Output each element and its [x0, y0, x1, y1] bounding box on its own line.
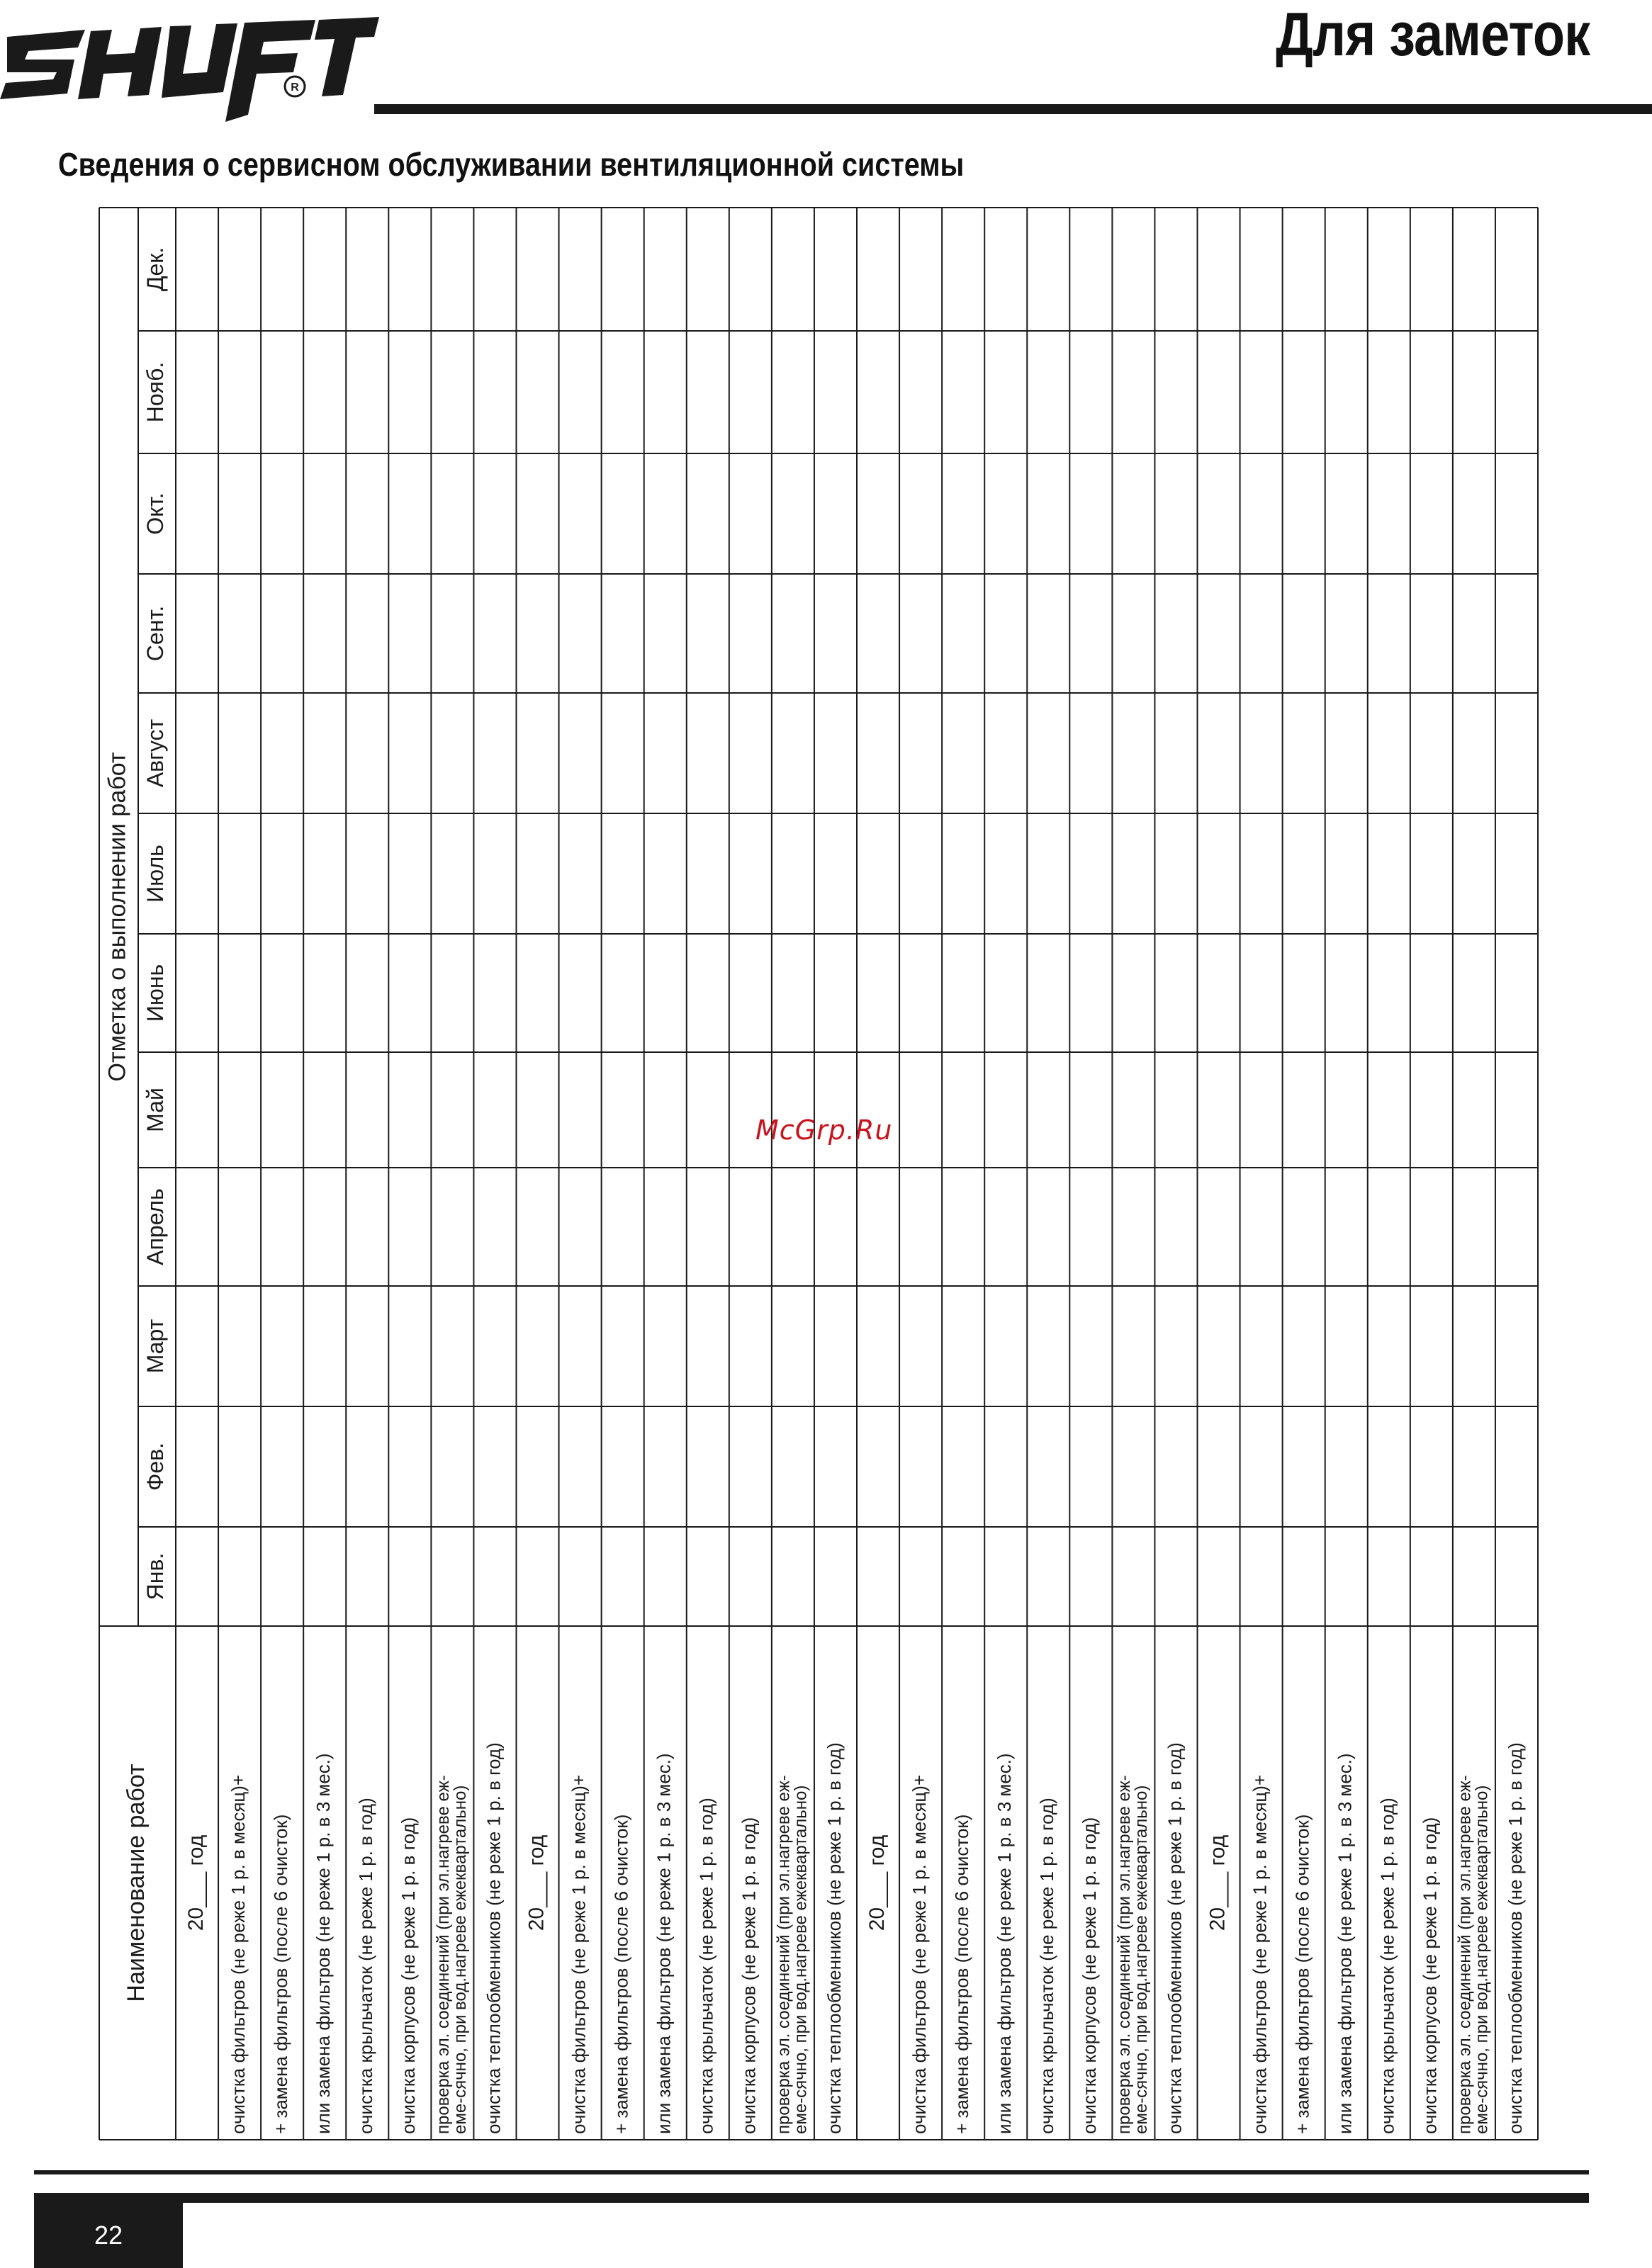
month-label: Окт.	[142, 492, 168, 535]
month-label: Июнь	[142, 964, 168, 1022]
month-label: Март	[142, 1319, 168, 1374]
task-label: очистка теплообменников (не реже 1 р. в год)	[483, 1742, 505, 2134]
task-label: или замена фильтров (не реже 1 р. в 3 мес.)	[1334, 1753, 1356, 2134]
task-label: + замена фильтров (после 6 очисток)	[610, 1814, 632, 2134]
section-title: Сведения о сервисном обслуживании вентиляционной системы	[58, 146, 965, 183]
task-label: очистка корпусов (не реже 1 р. в год)	[738, 1817, 760, 2134]
task-label-line: еме-сячно, при вод.нагреве ежеквартально)	[791, 1785, 811, 2134]
task-label: очистка крыльчаток (не реже 1 р. в год)	[355, 1798, 377, 2134]
month-label: Янв.	[142, 1552, 168, 1601]
task-label: или замена фильтров (не реже 1 р. в 3 мес.)	[313, 1753, 335, 2134]
month-label: Нояб.	[142, 361, 168, 423]
year-label: 20___ год	[524, 1834, 549, 1931]
task-label: очистка корпусов (не реже 1 р. в год)	[1419, 1817, 1441, 2134]
month-label: Июль	[142, 845, 168, 903]
page-title: Для заметок	[1275, 1, 1590, 69]
year-label: 20___ год	[865, 1834, 889, 1931]
task-label: очистка корпусов (не реже 1 р. в год)	[1079, 1817, 1101, 2134]
task-label-line: еме-сячно, при вод.нагреве ежеквартально)	[1131, 1785, 1151, 2134]
month-label: Фев.	[142, 1442, 168, 1491]
watermark: McGrp.Ru	[755, 1115, 893, 1146]
task-label: или замена фильтров (не реже 1 р. в 3 мес.)	[653, 1753, 675, 2134]
month-label: Апрель	[142, 1188, 168, 1265]
task-label: очистка теплообменников (не реже 1 р. в год)	[1504, 1742, 1526, 2134]
month-label: Сент.	[142, 605, 168, 662]
task-label: очистка фильтров (не реже 1 р. в месяц)+	[908, 1774, 930, 2134]
footer-rule-thick	[34, 2193, 1589, 2203]
task-label-line: еме-сячно, при вод.нагреве ежеквартально)	[450, 1785, 470, 2134]
task-label: + замена фильтров (после 6 очисток)	[951, 1814, 973, 2134]
svg-text:R: R	[291, 81, 299, 94]
year-label: 20___ год	[184, 1834, 208, 1931]
task-label: очистка крыльчаток (не реже 1 р. в год)	[1376, 1798, 1398, 2134]
task-label-line: проверка эл. соединений (при эл.нагреве еж-	[433, 1775, 453, 2134]
footer-rule-thin	[34, 2170, 1589, 2174]
name-header: Наименование работ	[122, 1764, 150, 2002]
year-label: 20___ год	[1206, 1834, 1230, 1931]
task-label-line: проверка эл. соединений (при эл.нагреве еж-	[1455, 1775, 1475, 2134]
task-label-line: еме-сячно, при вод.нагреве ежеквартально)	[1472, 1785, 1492, 2134]
task-label-line: проверка эл. соединений (при эл.нагреве еж-	[1114, 1775, 1134, 2134]
page-number-box	[34, 2203, 183, 2268]
month-label: Дек.	[142, 247, 168, 292]
task-label: очистка крыльчаток (не реже 1 р. в год)	[695, 1798, 717, 2134]
marks-header: Отметка о выполнении работ	[103, 752, 131, 1082]
task-label: очистка теплообменников (не реже 1 р. в год)	[823, 1742, 845, 2134]
task-label: очистка фильтров (не реже 1 р. в месяц)+	[227, 1774, 249, 2134]
task-label: + замена фильтров (после 6 очисток)	[270, 1814, 292, 2134]
task-label: очистка фильтров (не реже 1 р. в месяц)+	[1249, 1774, 1271, 2134]
task-label-line: проверка эл. соединений (при эл.нагреве еж-	[774, 1775, 794, 2134]
task-label: очистка крыльчаток (не реже 1 р. в год)	[1036, 1798, 1058, 2134]
task-label: очистка фильтров (не реже 1 р. в месяц)+	[568, 1774, 590, 2134]
task-label: или замена фильтров (не реже 1 р. в 3 мес.)	[994, 1753, 1016, 2134]
month-label: Август	[142, 718, 168, 788]
task-label: очистка корпусов (не реже 1 р. в год)	[398, 1817, 420, 2134]
task-label: очистка теплообменников (не реже 1 р. в год)	[1164, 1742, 1186, 2134]
month-label: Май	[142, 1088, 168, 1132]
task-label: + замена фильтров (после 6 очисток)	[1291, 1814, 1313, 2134]
page-number: 22	[94, 2221, 123, 2250]
